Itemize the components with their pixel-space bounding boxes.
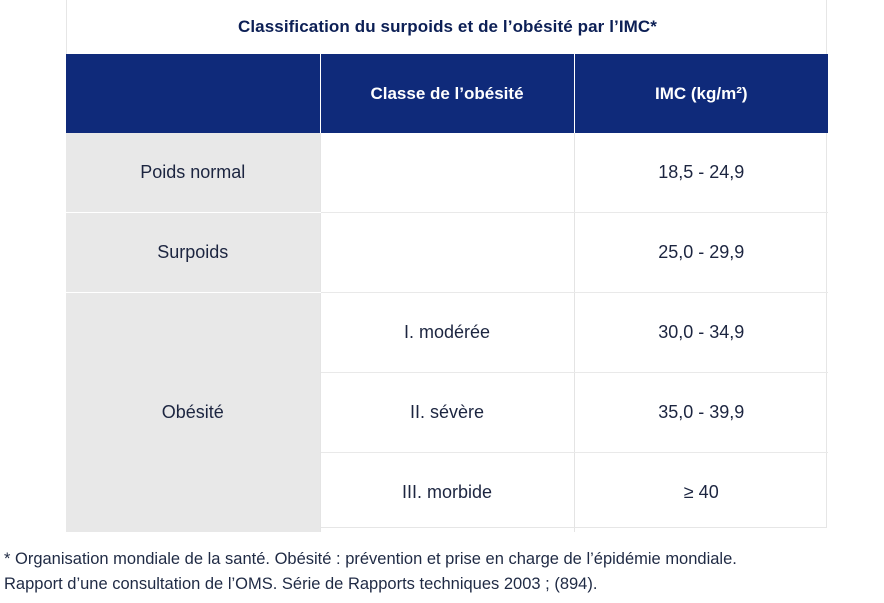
row-imc: 25,0 - 29,9 bbox=[574, 213, 828, 293]
table-row bbox=[66, 293, 828, 373]
row-class: II. sévère bbox=[320, 373, 574, 453]
row-class bbox=[320, 213, 574, 293]
row-imc: 35,0 - 39,9 bbox=[574, 373, 828, 453]
row-imc: 30,0 - 34,9 bbox=[574, 293, 828, 373]
footnote bbox=[4, 547, 884, 597]
header-empty bbox=[66, 54, 320, 133]
table-header-row bbox=[66, 54, 828, 133]
row-category: Surpoids bbox=[66, 213, 320, 293]
table-row bbox=[66, 213, 828, 293]
row-class bbox=[320, 133, 574, 213]
table-title: Classification du surpoids et de l’obésité par l’IMC* bbox=[237, 17, 658, 36]
row-category-merged: Obésité bbox=[66, 293, 320, 533]
classification-table bbox=[66, 54, 828, 533]
row-category: Poids normal bbox=[66, 133, 320, 213]
row-imc: 18,5 - 24,9 bbox=[574, 133, 828, 213]
table-row bbox=[66, 133, 828, 213]
row-class: III. morbide bbox=[320, 453, 574, 533]
header-obesity-class: Classe de l’obésité bbox=[320, 54, 574, 133]
footnote-line-1: * Organisation mondiale de la santé. Obésité : prévention et prise en charge de l’épidémie mondiale. bbox=[4, 550, 737, 568]
classification-table-frame bbox=[66, 0, 827, 528]
row-imc: ≥ 40 bbox=[683, 482, 719, 502]
row-class: I. modérée bbox=[320, 293, 574, 373]
footnote-line-2: Rapport d’une consultation de l’OMS. Série de Rapports techniques 2003 ; (894). bbox=[4, 575, 598, 593]
header-imc: IMC (kg/m²) bbox=[574, 54, 828, 133]
